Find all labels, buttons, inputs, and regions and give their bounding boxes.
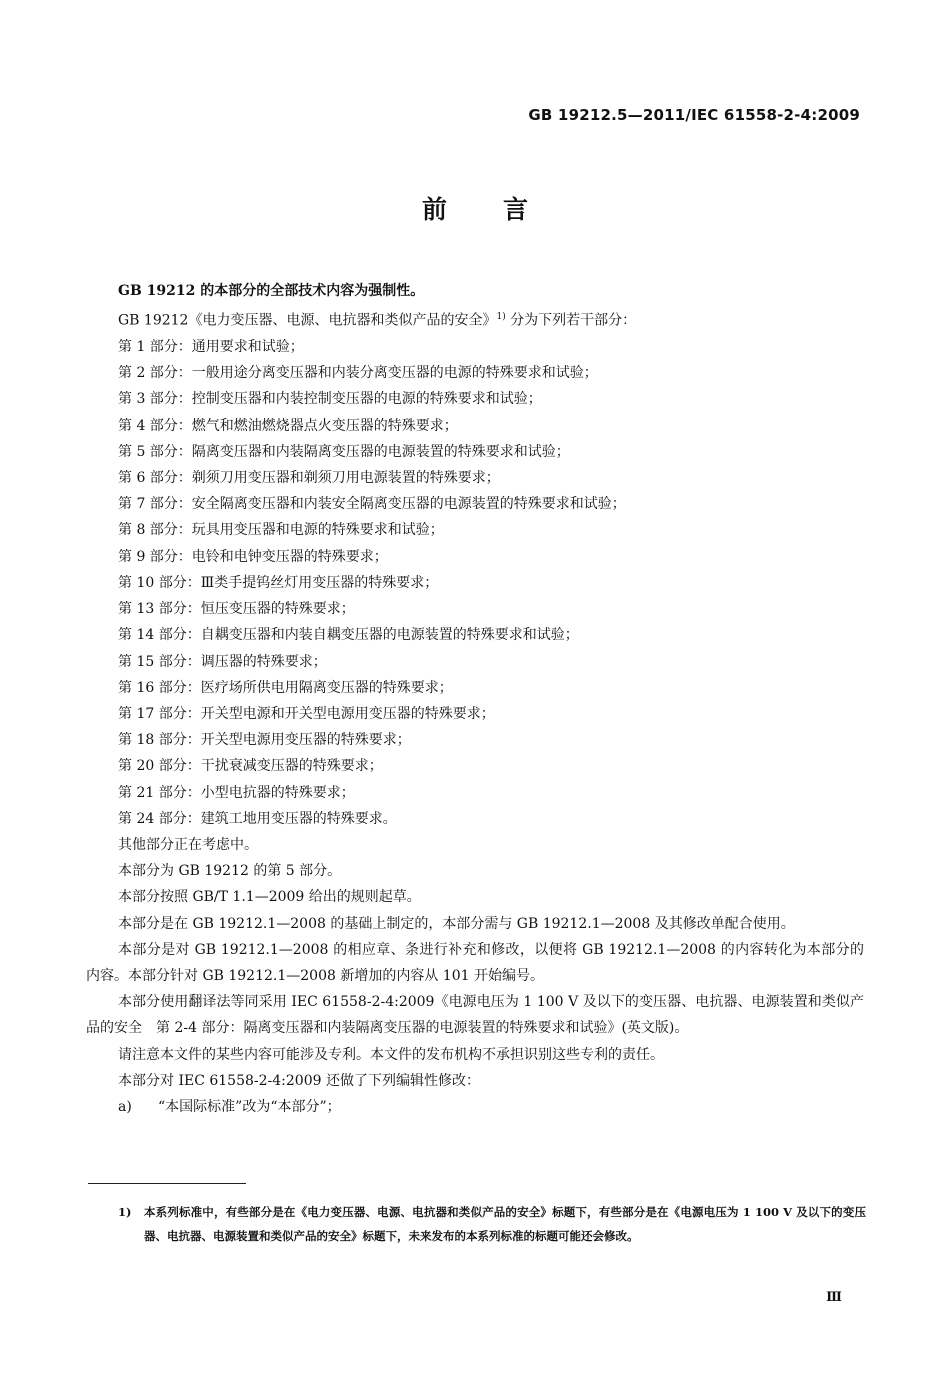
part-list-item: 第 24 部分：建筑工地用变压器的特殊要求。 [118, 810, 397, 827]
translation-statement: 本部分使用翻译法等同采用 IEC 61558-2-4:2009《电源电压为 1 100 V 及以下的变压器、电抗器、电源装置和类似产品的安全 第 2-4 部分：隔离变压器和内装隔离变压器的电源装置的特殊要求和试验》(英文版)。 [86, 994, 864, 1037]
series-intro-tail: 分为下列若干部分： [505, 312, 637, 329]
edits-intro: 本部分对 IEC 61558-2-4:2009 还做了下列编辑性修改： [118, 1072, 480, 1089]
patent-statement: 请注意本文件的某些内容可能涉及专利。本文件的发布机构不承担识别这些专利的责任。 [118, 1046, 664, 1063]
footnote-reference: 1) [496, 312, 506, 323]
part-list-item: 第 16 部分：医疗场所供电用隔离变压器的特殊要求； [118, 679, 453, 696]
part-list-item: 第 5 部分：隔离变压器和内装隔离变压器的电源装置的特殊要求和试验； [118, 443, 570, 460]
part-list-item: 第 13 部分：恒压变压器的特殊要求； [118, 601, 355, 618]
standard-code: GB 19212.5—2011/IEC 61558-2-4:2009 [528, 106, 860, 124]
part-list-item: 第 18 部分：开关型电源用变压器的特殊要求； [118, 732, 411, 749]
page-number: Ⅲ [826, 1290, 842, 1305]
edit-item-label: a) [118, 1098, 132, 1115]
basis-statement: 本部分是在 GB 19212.1—2008 的基础上制定的，本部分需与 GB 19212.1—2008 及其修改单配合使用。 [118, 915, 795, 932]
drafting-statement: 本部分按照 GB/T 1.1—2009 给出的规则起草。 [118, 889, 421, 906]
part-list-item: 第 1 部分：通用要求和试验； [118, 339, 304, 356]
series-intro-text: GB 19212《电力变压器、电源、电抗器和类似产品的安全》 [118, 312, 497, 329]
part-list-item: 第 7 部分：安全隔离变压器和内装安全隔离变压器的电源装置的特殊要求和试验； [118, 496, 626, 513]
footnote-mark: 1) [118, 1205, 132, 1219]
edit-item-text: “本国际标准”改为“本部分”； [158, 1098, 341, 1115]
part-list-item: 第 17 部分：开关型电源和开关型电源用变压器的特殊要求； [118, 705, 495, 722]
part-list-item: 第 6 部分：剃须刀用变压器和剃须刀用电源装置的特殊要求； [118, 470, 500, 487]
part-list-item: 第 8 部分：玩具用变压器和电源的特殊要求和试验； [118, 522, 444, 539]
footnote [118, 1200, 866, 1248]
others-statement: 其他部分正在考虑中。 [118, 836, 258, 853]
mandatory-statement: GB 19212 的本部分的全部技术内容为强制性。 [118, 283, 425, 299]
part-list-item: 第 15 部分：调压器的特殊要求； [118, 653, 327, 670]
part-list-item: 第 14 部分：自耦变压器和内装自耦变压器的电源装置的特殊要求和试验； [118, 627, 579, 644]
part-list-item: 第 3 部分：控制变压器和内装控制变压器的电源的特殊要求和试验； [118, 391, 542, 408]
edit-item-a [86, 1094, 864, 1120]
part-list-item: 第 20 部分：干扰衰减变压器的特殊要求； [118, 758, 383, 775]
supplement-statement: 本部分是对 GB 19212.1—2008 的相应章、条进行补充和修改，以便将 GB 19212.1—2008 的内容转化为本部分的内容。本部分针对 GB 19212.1—2008 新增加的内容从 101 开始编号。 [86, 941, 865, 984]
series-intro [86, 304, 864, 334]
page-title: 前言 [421, 195, 584, 224]
part-list-item: 第 2 部分：一般用途分离变压器和内装分离变压器的电源的特殊要求和试验； [118, 365, 598, 382]
part-list-item: 第 21 部分：小型电抗器的特殊要求； [118, 784, 355, 801]
part-number-statement: 本部分为 GB 19212 的第 5 部分。 [118, 863, 342, 880]
part-list-item: 第 10 部分：Ⅲ类手提钨丝灯用变压器的特殊要求； [118, 574, 439, 591]
footnote-divider [88, 1183, 246, 1184]
part-list-item: 第 9 部分：电铃和电钟变压器的特殊要求； [118, 548, 388, 565]
part-list-item: 第 4 部分：燃气和燃油燃烧器点火变压器的特殊要求； [118, 417, 458, 434]
footnote-text: 本系列标准中，有些部分是在《电力变压器、电源、电抗器和类似产品的安全》标题下，有些部分是在《电源电压为 1 100 V 及以下的变压器、电抗器、电源装置和类似产品的安全》标题下，未来发布的本系列标准的标题可能还会修改。 [144, 1205, 866, 1243]
preface-body [86, 278, 864, 1120]
